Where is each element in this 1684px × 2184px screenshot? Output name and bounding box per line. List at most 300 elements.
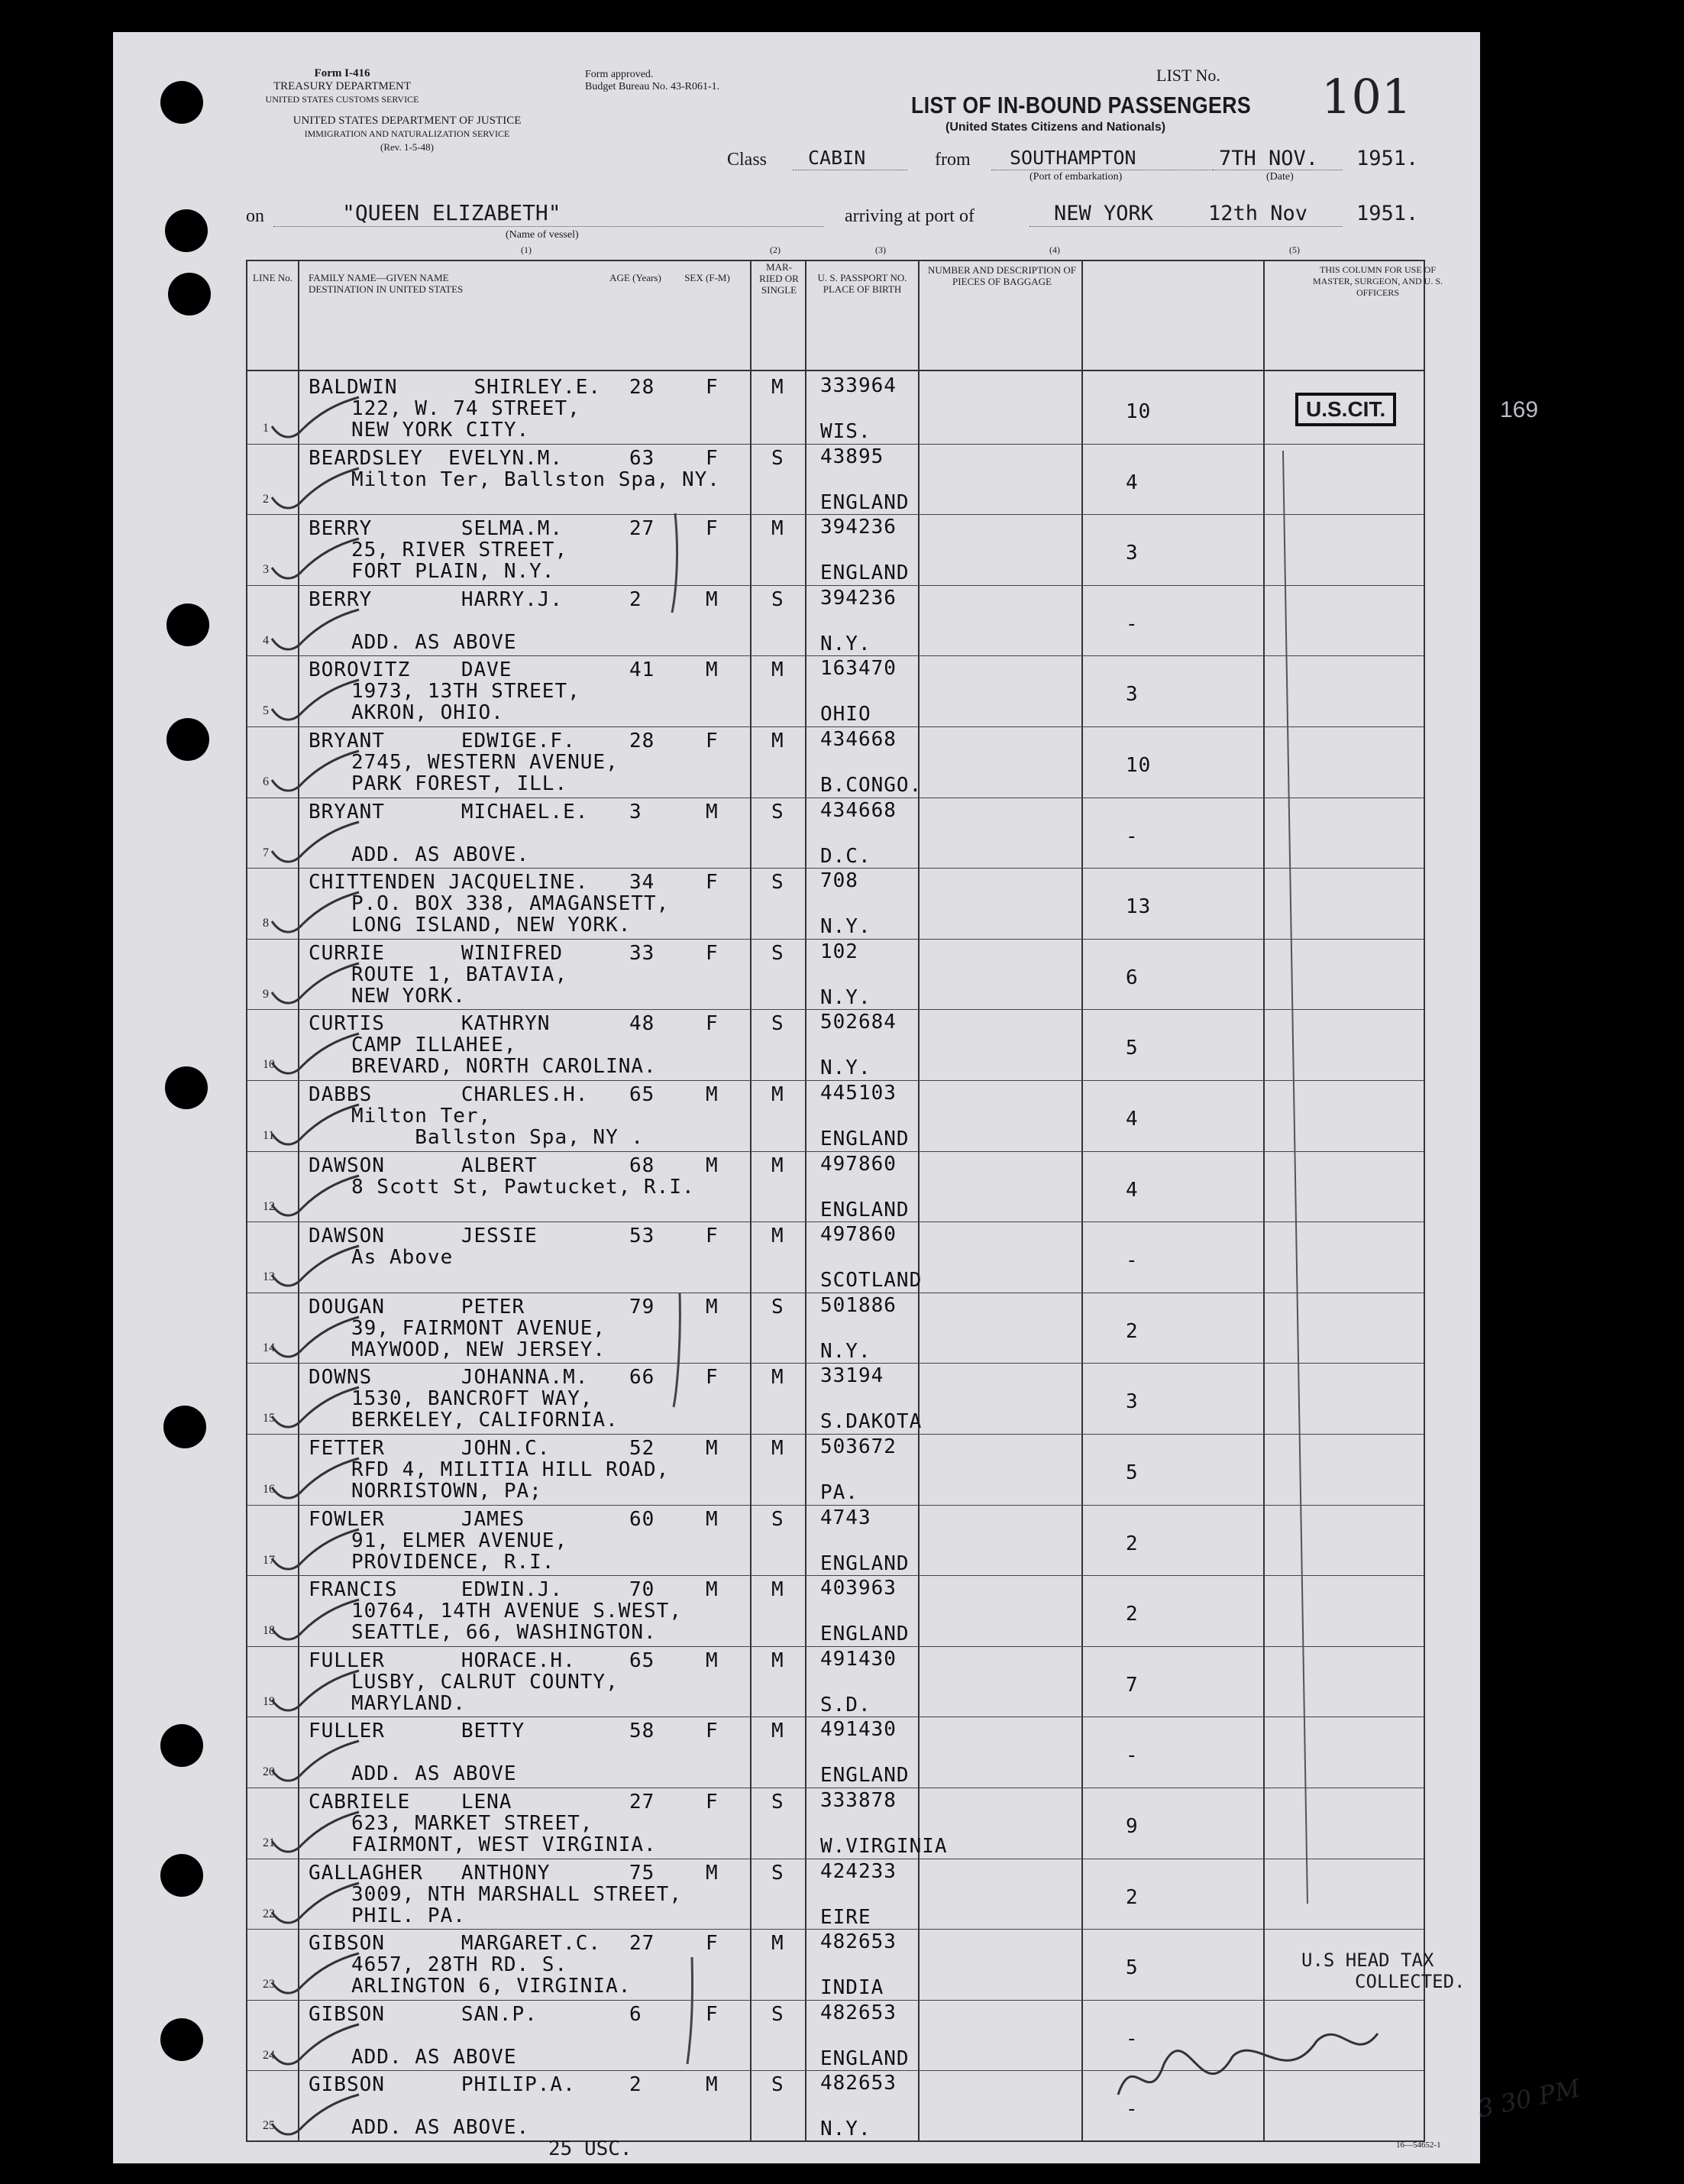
arrival-date: 12th Nov — [1208, 202, 1308, 225]
destination-line-2: Ballston Spa, NY . — [351, 1126, 645, 1149]
line-number: 18 — [263, 1624, 275, 1638]
destination-line-2: ARLINGTON 6, VIRGINIA. — [351, 1975, 632, 1998]
passenger-age: 28 — [629, 376, 655, 399]
col-head-name-main: FAMILY NAME—GIVEN NAME — [309, 272, 449, 283]
marital-status: S — [771, 587, 784, 611]
destination-line-2: AKRON, OHIO. — [351, 701, 504, 725]
place-of-birth: INDIA — [820, 1976, 884, 2000]
line-number: 4 — [263, 633, 269, 647]
passenger-age: 34 — [629, 871, 655, 895]
form-code: 16—54652-1 — [1396, 2140, 1441, 2150]
passport-number: 394236 — [820, 516, 897, 539]
marital-status: S — [771, 1861, 784, 1885]
place-of-birth: ENGLAND — [820, 2046, 910, 2070]
passenger-table — [246, 260, 1583, 2142]
arriving-label: arriving at port of — [845, 206, 975, 226]
destination-line-1: CAMP ILLAHEE, — [351, 1034, 517, 1057]
passenger-age: 65 — [629, 1649, 655, 1672]
destination-line-1: Milton Ter, — [351, 1105, 492, 1128]
passenger-sex: M — [706, 1649, 719, 1672]
passenger-age: 48 — [629, 1012, 655, 1036]
place-of-birth: N.Y. — [820, 985, 871, 1009]
destination-line-1: 10764, 14TH AVENUE S.WEST, — [351, 1600, 682, 1623]
passenger-name: DOWNS JOHANNA.M. — [309, 1366, 589, 1390]
destination-line-2: SEATTLE, 66, WASHINGTON. — [351, 1621, 657, 1645]
passenger-sex: M — [706, 1083, 719, 1106]
passport-number: 434668 — [820, 798, 897, 822]
binder-hole — [166, 603, 209, 646]
approval-line-2: Budget Bureau No. 43-R061-1. — [585, 81, 720, 92]
passenger-sex: M — [706, 1295, 719, 1318]
passport-number: 502684 — [820, 1011, 897, 1034]
destination-line-2: PARK FOREST, ILL. — [351, 772, 568, 795]
passenger-name: DOUGAN PETER — [309, 1295, 525, 1318]
baggage-count: 2 — [1126, 1885, 1139, 1909]
baggage-count: 9 — [1126, 1815, 1139, 1838]
vertical-pencil-line — [1283, 451, 1307, 1904]
passenger-sex: M — [706, 658, 719, 682]
embark-date: 7TH NOV. — [1219, 147, 1319, 170]
place-of-birth: N.Y. — [820, 632, 871, 655]
handwriting-marks — [247, 261, 1424, 2140]
col-head-line-no: LINE No. — [253, 272, 293, 283]
marital-status: M — [771, 1366, 784, 1390]
line-number: 16 — [263, 1483, 275, 1496]
destination-line-1: 122, W. 74 STREET, — [351, 397, 580, 420]
baggage-count: 5 — [1126, 1037, 1139, 1060]
passenger-name: CABRIELE LENA — [309, 1791, 512, 1814]
baggage-count: 4 — [1126, 1178, 1139, 1202]
footer-usc: 25 USC. — [548, 2137, 632, 2160]
marital-status: S — [771, 1012, 784, 1036]
passenger-name: BALDWIN SHIRLEY.E. — [309, 376, 602, 399]
baggage-count: - — [1126, 2098, 1139, 2121]
marital-status: M — [771, 1649, 784, 1672]
marital-status: M — [771, 376, 784, 399]
passenger-sex: F — [706, 1366, 719, 1390]
line-number: 22 — [263, 1907, 275, 1920]
marital-status: S — [771, 871, 784, 895]
officers-col-number: (5) — [1289, 244, 1300, 255]
passport-number: 333964 — [820, 374, 897, 397]
binder-hole — [160, 1854, 203, 1897]
vessel-note: (Name of vessel) — [506, 229, 579, 241]
line-number: 1 — [263, 422, 269, 435]
passport-number: 163470 — [820, 657, 897, 681]
line-number: 6 — [263, 775, 269, 788]
binder-hole — [160, 2018, 203, 2061]
baggage-count: 7 — [1126, 1673, 1139, 1697]
passport-number: 33194 — [820, 1364, 884, 1388]
passenger-sex: F — [706, 1720, 719, 1743]
baggage-count: 3 — [1126, 542, 1139, 565]
passenger-age: 28 — [629, 730, 655, 752]
treasury-dept: TREASURY DEPARTMENT — [273, 80, 412, 92]
passport-number: 482653 — [820, 2072, 897, 2095]
line-number: 13 — [263, 1270, 275, 1284]
arrival-year: 1951. — [1356, 202, 1419, 225]
line-number: 19 — [263, 1694, 275, 1708]
marital-status: M — [771, 1225, 784, 1248]
baggage-count: 3 — [1126, 683, 1139, 707]
passenger-sex: F — [706, 1932, 719, 1956]
passenger-name: BRYANT EDWIGE.F. — [309, 730, 576, 752]
passenger-name: FULLER HORACE.H. — [309, 1649, 576, 1672]
baggage-count: - — [1126, 1744, 1139, 1768]
form-approval — [585, 69, 719, 93]
col-head-baggage: NUMBER AND DESCRIPTION OF PIECES OF BAGGAGE — [928, 264, 1076, 287]
passenger-name: CURRIE WINIFRED — [309, 941, 564, 965]
passport-number: 501886 — [820, 1293, 897, 1317]
place-of-birth: ENGLAND — [820, 1551, 910, 1575]
baggage-count: 6 — [1126, 966, 1139, 989]
baggage-count: - — [1126, 824, 1139, 848]
passport-number: 102 — [820, 940, 858, 963]
passenger-sex: M — [706, 1437, 719, 1460]
marital-status: M — [771, 1578, 784, 1602]
baggage-count: 13 — [1126, 895, 1152, 919]
binder-hole — [163, 1406, 206, 1448]
destination-line-1: Milton Ter, Ballston Spa, NY. — [351, 468, 720, 491]
place-of-birth: N.Y. — [820, 1056, 871, 1080]
line-number: 14 — [263, 1341, 275, 1354]
marital-status: M — [771, 517, 784, 541]
destination-line-2: BREVARD, NORTH CAROLINA. — [351, 1055, 657, 1079]
document-title: LIST OF IN-BOUND PASSENGERS — [911, 92, 1252, 118]
marital-status: S — [771, 446, 784, 470]
signature — [1118, 2034, 1378, 2095]
passenger-age: 3 — [629, 800, 642, 823]
passenger-name: GIBSON MARGARET.C. — [309, 1932, 602, 1956]
destination-line-2: ADD. AS ABOVE — [351, 630, 517, 654]
marital-status: M — [771, 658, 784, 682]
approval-line-1: Form approved. — [585, 69, 654, 80]
marital-status: M — [771, 1083, 784, 1106]
passport-number: 445103 — [820, 1082, 897, 1105]
place-of-birth: EIRE — [820, 1905, 871, 1929]
passport-number: 434668 — [820, 728, 897, 751]
passenger-name: BEARDSLEY EVELYN.M. — [309, 446, 564, 470]
binder-hole — [168, 273, 211, 315]
marital-status: S — [771, 1791, 784, 1814]
document-page — [113, 32, 1583, 2163]
vessel-col-number: (1) — [521, 244, 532, 255]
passenger-name: GALLAGHER ANTHONY — [309, 1861, 551, 1885]
marital-status: M — [771, 1720, 784, 1743]
class-label: Class — [727, 150, 768, 170]
destination-line-1: RFD 4, MILITIA HILL ROAD, — [351, 1458, 670, 1481]
time-note: 3 30 PM — [1475, 2073, 1583, 2124]
passport-number: 708 — [820, 869, 858, 893]
marital-status: S — [771, 800, 784, 823]
passport-number: 394236 — [820, 586, 897, 610]
baggage-count: - — [1126, 612, 1139, 636]
destination-line-2: PHIL. PA. — [351, 1904, 466, 1927]
passenger-sex: M — [706, 2073, 719, 2097]
place-of-birth: ENGLAND — [820, 561, 910, 585]
baggage-count: 2 — [1126, 1603, 1139, 1626]
passenger-sex: F — [706, 871, 719, 895]
passenger-sex: F — [706, 730, 719, 752]
destination-line-2: BERKELEY, CALIFORNIA. — [351, 1409, 619, 1432]
place-of-birth: ENGLAND — [820, 490, 910, 514]
destination-line-1: 623, MARKET STREET, — [351, 1812, 593, 1835]
arrival-port: NEW YORK — [1054, 202, 1154, 225]
passenger-name: BERRY SELMA.M. — [309, 517, 564, 541]
destination-line-2: FORT PLAIN, N.Y. — [351, 560, 555, 584]
list-no-label: LIST No. — [1156, 66, 1220, 85]
place-of-birth: PA. — [820, 1481, 858, 1504]
passenger-sex: M — [706, 1578, 719, 1602]
marital-status: S — [771, 1507, 784, 1531]
passport-number: 503672 — [820, 1435, 897, 1458]
baggage-count: 5 — [1126, 1956, 1139, 1980]
binder-hole — [165, 209, 208, 252]
passenger-age: 41 — [629, 658, 655, 682]
col-head-name-sub: DESTINATION IN UNITED STATES — [309, 283, 464, 295]
line-number: 3 — [263, 563, 269, 577]
col-head-officers: THIS COLUMN FOR USE OF MASTER, SURGEON, AND U. S. OFFICERS — [1312, 264, 1443, 298]
passenger-sex: F — [706, 517, 719, 541]
port-embarkation: SOUTHAMPTON — [1010, 147, 1136, 169]
passenger-name: BERRY HARRY.J. — [309, 587, 564, 611]
tick-mark — [687, 1957, 693, 2064]
baggage-count: 3 — [1126, 1390, 1139, 1414]
destination-line-1: 2745, WESTERN AVENUE, — [351, 751, 619, 774]
from-label: from — [935, 150, 971, 170]
destination-line-1: 1973, 13TH STREET, — [351, 680, 580, 704]
destination-line-2: MAYWOOD, NEW JERSEY. — [351, 1338, 606, 1361]
baggage-count: 5 — [1126, 1461, 1139, 1484]
passenger-name: CURTIS KATHRYN — [309, 1012, 551, 1036]
destination-line-2: FAIRMONT, WEST VIRGINIA. — [351, 1833, 657, 1856]
baggage-count: 10 — [1126, 754, 1152, 777]
form-number: Form I-416 — [314, 67, 370, 79]
passenger-name: FRANCIS EDWIN.J. — [309, 1578, 564, 1602]
tick-mark — [672, 513, 677, 613]
passenger-age: 79 — [629, 1295, 655, 1318]
line-number: 5 — [263, 704, 269, 718]
passport-number: 43895 — [820, 445, 884, 468]
tick-mark — [674, 1293, 680, 1407]
passenger-age: 53 — [629, 1225, 655, 1248]
passport-number: 403963 — [820, 1577, 897, 1600]
baggage-count: 2 — [1126, 1532, 1139, 1555]
passenger-age: 33 — [629, 941, 655, 965]
immigration-service: IMMIGRATION AND NATURALIZATION SERVICE — [304, 128, 510, 139]
baggage-count: 4 — [1126, 471, 1139, 494]
line-number: 21 — [263, 1836, 275, 1849]
passport-number: 424233 — [820, 1859, 897, 1883]
passenger-name: FOWLER JAMES — [309, 1507, 525, 1531]
port-embarkation-note: (Port of embarkation) — [1029, 171, 1123, 183]
destination-line-1: As Above — [351, 1246, 454, 1270]
passenger-age: 63 — [629, 446, 655, 470]
customs-service: UNITED STATES CUSTOMS SERVICE — [265, 94, 419, 105]
passenger-age: 66 — [629, 1366, 655, 1390]
line-number: 15 — [263, 1412, 275, 1425]
passenger-name: GIBSON SAN.P. — [309, 2002, 538, 2026]
place-of-birth: W.VIRGINIA — [820, 1835, 948, 1858]
passport-number: 4743 — [820, 1506, 871, 1529]
col-head-sex: SEX (F-M) — [684, 272, 730, 283]
revision: (Rev. 1-5-48) — [380, 141, 434, 153]
line-number: 17 — [263, 1553, 275, 1567]
passport-number: 333878 — [820, 1789, 897, 1812]
marital-status: M — [771, 1932, 784, 1956]
destination-line-1: ROUTE 1, BATAVIA, — [351, 963, 568, 986]
passenger-name: BRYANT MICHAEL.E. — [309, 800, 589, 823]
passenger-age: 65 — [629, 1083, 655, 1106]
passenger-name: DABBS CHARLES.H. — [309, 1083, 589, 1106]
destination-line-1: 4657, 28TH RD. S. — [351, 1953, 568, 1977]
justice-header — [243, 115, 571, 154]
destination-line-1: 8 Scott St, Pawtucket, R.I. — [351, 1175, 695, 1199]
passport-number: 482653 — [820, 1930, 897, 1954]
destination-line-2: ADD. AS ABOVE. — [351, 2116, 530, 2140]
destination-line-2: PROVIDENCE, R.I. — [351, 1550, 555, 1574]
passenger-sex: F — [706, 1791, 719, 1814]
passenger-age: 58 — [629, 1720, 655, 1743]
place-of-birth: B.CONGO. — [820, 774, 923, 797]
passport-number: 491430 — [820, 1647, 897, 1671]
class-value: CABIN — [808, 147, 866, 169]
passenger-age: 68 — [629, 1153, 655, 1177]
binder-hole — [160, 81, 203, 124]
baggage-count: 4 — [1126, 1108, 1139, 1131]
arrival-underline — [1029, 226, 1343, 227]
passenger-name: DAWSON ALBERT — [309, 1153, 538, 1177]
place-of-birth: D.C. — [820, 844, 871, 868]
passenger-sex: F — [706, 376, 719, 399]
passenger-sex: M — [706, 1861, 719, 1885]
line-number: 23 — [263, 1978, 275, 1991]
binder-hole — [166, 718, 209, 761]
passenger-age: 52 — [629, 1437, 655, 1460]
destination-line-1: 3009, NTH MARSHALL STREET, — [351, 1882, 682, 1906]
place-of-birth: N.Y. — [820, 2118, 871, 2141]
place-of-birth: ENGLAND — [820, 1623, 910, 1646]
passenger-age: 2 — [629, 587, 642, 611]
place-of-birth: N.Y. — [820, 1339, 871, 1363]
destination-line-1: 91, ELMER AVENUE, — [351, 1529, 568, 1552]
passenger-age: 70 — [629, 1578, 655, 1602]
destination-line-2: ADD. AS ABOVE — [351, 2045, 517, 2069]
marital-status: M — [771, 1153, 784, 1177]
form-header-left — [228, 67, 457, 106]
line-number: 7 — [263, 846, 269, 859]
head-tax-line-1: U.S HEAD TAX — [1301, 1949, 1434, 1971]
head-tax-line-2: COLLECTED. — [1355, 1971, 1466, 1992]
line-number: 8 — [263, 917, 269, 930]
destination-line-2: NEW YORK. — [351, 984, 466, 1008]
baggage-count: 2 — [1126, 1319, 1139, 1343]
destination-line-1: P.O. BOX 338, AMAGANSETT, — [351, 892, 670, 916]
passenger-age: 27 — [629, 1932, 655, 1956]
binder-hole — [160, 1724, 203, 1767]
destination-line-2: ADD. AS ABOVE — [351, 1762, 517, 1786]
passenger-age: 27 — [629, 1791, 655, 1814]
passenger-name: GIBSON PHILIP.A. — [309, 2073, 576, 2097]
passenger-age: 2 — [629, 2073, 642, 2097]
passenger-name: FETTER JOHN.C. — [309, 1437, 551, 1460]
passenger-sex: M — [706, 587, 719, 611]
place-of-birth: S.D. — [820, 1693, 871, 1716]
passport-number: 497860 — [820, 1152, 897, 1176]
line-number: 25 — [263, 2119, 275, 2133]
place-of-birth: S.DAKOTA — [820, 1410, 923, 1434]
place-of-birth: ENGLAND — [820, 1764, 910, 1788]
marital-status: S — [771, 1295, 784, 1318]
passenger-name: CHITTENDEN JACQUELINE. — [309, 871, 589, 895]
passport-number: 497860 — [820, 1223, 897, 1247]
place-of-birth: ENGLAND — [820, 1198, 910, 1221]
destination-line-2: NORRISTOWN, PA; — [351, 1480, 542, 1503]
vessel-name: "QUEEN ELIZABETH" — [342, 200, 561, 225]
place-of-birth: WIS. — [820, 420, 871, 443]
marital-status: S — [771, 2002, 784, 2026]
passenger-sex: M — [706, 1153, 719, 1177]
passenger-name: DAWSON JESSIE — [309, 1225, 538, 1248]
passenger-sex: F — [706, 1225, 719, 1248]
baggage-col-number: (4) — [1049, 244, 1060, 255]
col-head-passport: U. S. PASSPORT NO. PLACE OF BIRTH — [817, 272, 907, 295]
baggage-count: 10 — [1126, 400, 1152, 423]
list-number: 101 — [1321, 69, 1412, 125]
us-citizen-stamp: U.S.CIT. — [1295, 393, 1396, 426]
passenger-name: BOROVITZ DAVE — [309, 658, 512, 682]
passenger-sex: M — [706, 800, 719, 823]
line-number: 12 — [263, 1199, 275, 1213]
passenger-sex: F — [706, 1012, 719, 1036]
passenger-age: 27 — [629, 517, 655, 541]
place-of-birth: ENGLAND — [820, 1128, 910, 1150]
passenger-age: 6 — [629, 2002, 642, 2026]
line-number: 11 — [263, 1129, 275, 1142]
line-number: 9 — [263, 987, 269, 1001]
destination-line-1: 1530, BANCROFT WAY, — [351, 1387, 593, 1411]
passport-col-number: (3) — [875, 244, 886, 255]
passenger-sex: M — [706, 1507, 719, 1531]
place-of-birth: OHIO — [820, 703, 871, 726]
baggage-count: - — [1126, 2027, 1139, 2050]
destination-line-2: MARYLAND. — [351, 1691, 466, 1715]
marital-status: S — [771, 941, 784, 965]
line-number: 10 — [263, 1058, 275, 1072]
baggage-count: - — [1126, 1249, 1139, 1273]
justice-dept: UNITED STATES DEPARTMENT OF JUSTICE — [293, 115, 522, 127]
on-label: on — [246, 206, 264, 226]
line-number: 2 — [263, 492, 269, 506]
destination-line-2: NEW YORK CITY. — [351, 419, 530, 442]
passenger-sex: F — [706, 2002, 719, 2026]
embark-year: 1951. — [1356, 147, 1419, 170]
passenger-sex: F — [706, 941, 719, 965]
passenger-sex: F — [706, 446, 719, 470]
marital-status: M — [771, 730, 784, 752]
line-number: 20 — [263, 1765, 275, 1779]
destination-line-1: LUSBY, CALRUT COUNTY, — [351, 1670, 619, 1694]
married-col-number: (2) — [770, 244, 781, 255]
destination-line-2: LONG ISLAND, NEW YORK. — [351, 914, 632, 937]
passenger-name: FULLER BETTY — [309, 1720, 525, 1743]
binder-hole — [165, 1066, 208, 1109]
marital-status: M — [771, 1437, 784, 1460]
destination-line-2: ADD. AS ABOVE. — [351, 843, 530, 866]
date-note: (Date) — [1266, 171, 1294, 183]
faint-number: 169 — [1500, 397, 1539, 422]
destination-line-1: 25, RIVER STREET, — [351, 539, 568, 562]
